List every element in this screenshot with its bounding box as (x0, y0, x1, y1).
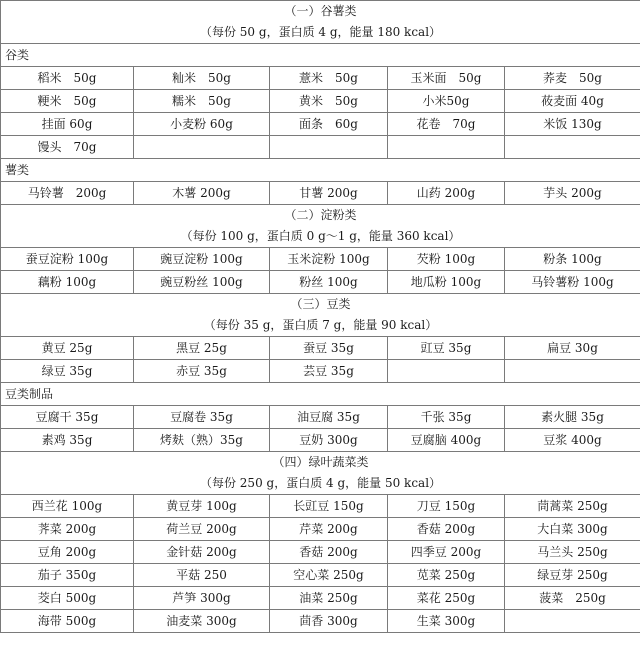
food-item-cell: 豇豆 35g (388, 337, 505, 360)
food-item-cell (388, 360, 505, 383)
subcategory-row (1, 159, 640, 182)
section-title: （二）淀粉类 (284, 208, 357, 222)
food-item-cell: 面条 60g (270, 113, 388, 136)
food-item-cell (505, 610, 640, 633)
food-item-cell: 黄豆芽 100g (134, 495, 270, 518)
food-item-cell: 赤豆 35g (134, 360, 270, 383)
food-item-cell: 菠菜 250g (505, 587, 640, 610)
food-item-cell: 粉条 100g (505, 248, 640, 271)
food-item-cell: 豆腐脑 400g (388, 429, 505, 452)
table-row (1, 564, 640, 587)
food-item-cell: 山药 200g (388, 182, 505, 205)
food-item-cell: 豆腐卷 35g (134, 406, 270, 429)
food-item-cell: 大白菜 300g (505, 518, 640, 541)
table-row (1, 518, 640, 541)
food-item-cell: 荷兰豆 200g (134, 518, 270, 541)
food-item-cell: 素火腿 35g (505, 406, 640, 429)
food-item-cell: 茼蒿菜 250g (505, 495, 640, 518)
food-item-cell: 粳米 50g (1, 90, 134, 113)
food-item-cell: 豌豆淀粉 100g (134, 248, 270, 271)
food-item-cell: 地瓜粉 100g (388, 271, 505, 294)
food-item-cell: 空心菜 250g (270, 564, 388, 587)
food-item-cell: 挂面 60g (1, 113, 134, 136)
food-item-cell: 扁豆 30g (505, 337, 640, 360)
subcategory-label: 豆类制品 (1, 383, 640, 406)
food-item-cell: 荞麦 50g (505, 67, 640, 90)
food-item-cell: 马铃薯 200g (1, 182, 134, 205)
section-header (1, 452, 640, 495)
section-header-row (1, 205, 640, 248)
food-item-cell: 薏米 50g (270, 67, 388, 90)
food-item-cell: 油麦菜 300g (134, 610, 270, 633)
food-item-cell: 绿豆芽 250g (505, 564, 640, 587)
table-row (1, 495, 640, 518)
food-item-cell: 苋菜 250g (388, 564, 505, 587)
food-item-cell: 玉米面 50g (388, 67, 505, 90)
food-item-cell: 油豆腐 35g (270, 406, 388, 429)
food-item-cell (388, 136, 505, 159)
food-item-cell: 芸豆 35g (270, 360, 388, 383)
food-item-cell: 糯米 50g (134, 90, 270, 113)
food-item-cell: 生菜 300g (388, 610, 505, 633)
table-row (1, 90, 640, 113)
table-body (1, 1, 640, 633)
food-item-cell: 豆浆 400g (505, 429, 640, 452)
section-header (1, 1, 640, 44)
food-item-cell: 花卷 70g (388, 113, 505, 136)
food-item-cell: 刀豆 150g (388, 495, 505, 518)
section-spec: （每份 250 g，蛋白质 4 g，能量 50 kcal） (199, 476, 442, 490)
section-spec: （每份 50 g，蛋白质 4 g，能量 180 kcal） (199, 25, 442, 39)
food-item-cell: 小麦粉 60g (134, 113, 270, 136)
food-item-cell: 香菇 200g (270, 541, 388, 564)
food-item-cell: 豆腐干 35g (1, 406, 134, 429)
section-header-row (1, 294, 640, 337)
section-header-row (1, 1, 640, 44)
subcategory-label: 薯类 (1, 159, 640, 182)
table-row (1, 182, 640, 205)
section-title: （三）豆类 (290, 297, 351, 311)
food-item-cell: 芦笋 300g (134, 587, 270, 610)
food-item-cell: 籼米 50g (134, 67, 270, 90)
section-title: （一）谷薯类 (284, 4, 357, 18)
food-item-cell (134, 136, 270, 159)
table-row (1, 271, 640, 294)
food-item-cell: 米饭 130g (505, 113, 640, 136)
food-item-cell: 豆奶 300g (270, 429, 388, 452)
food-item-cell: 黄米 50g (270, 90, 388, 113)
food-item-cell: 豆角 200g (1, 541, 134, 564)
table-row (1, 587, 640, 610)
food-item-cell (270, 136, 388, 159)
food-item-cell: 芹菜 200g (270, 518, 388, 541)
food-item-cell (505, 360, 640, 383)
food-item-cell: 金针菇 200g (134, 541, 270, 564)
food-item-cell: 茄子 350g (1, 564, 134, 587)
food-item-cell: 西兰花 100g (1, 495, 134, 518)
food-item-cell: 马铃薯粉 100g (505, 271, 640, 294)
food-item-cell: 小米50g (388, 90, 505, 113)
food-item-cell: 油菜 250g (270, 587, 388, 610)
food-item-cell: 长豇豆 150g (270, 495, 388, 518)
food-item-cell: 马兰头 250g (505, 541, 640, 564)
food-item-cell: 香菇 200g (388, 518, 505, 541)
section-spec: （每份 100 g，蛋白质 0 g～1 g，能量 360 kcal） (180, 229, 461, 243)
food-item-cell: 蚕豆 35g (270, 337, 388, 360)
food-item-cell: 粉丝 100g (270, 271, 388, 294)
food-item-cell: 烤麸（熟）35g (134, 429, 270, 452)
food-item-cell: 馒头 70g (1, 136, 134, 159)
table-row (1, 136, 640, 159)
food-item-cell: 芋头 200g (505, 182, 640, 205)
table-row (1, 248, 640, 271)
section-title: （四）绿叶蔬菜类 (272, 455, 369, 469)
food-item-cell: 荠菜 200g (1, 518, 134, 541)
section-header-row (1, 452, 640, 495)
table-row (1, 541, 640, 564)
food-item-cell: 千张 35g (388, 406, 505, 429)
food-item-cell: 四季豆 200g (388, 541, 505, 564)
table-row (1, 406, 640, 429)
food-item-cell: 蚕豆淀粉 100g (1, 248, 134, 271)
section-header (1, 205, 640, 248)
table-row (1, 360, 640, 383)
food-item-cell: 黑豆 25g (134, 337, 270, 360)
section-header (1, 294, 640, 337)
food-item-cell: 黄豆 25g (1, 337, 134, 360)
food-item-cell: 稻米 50g (1, 67, 134, 90)
food-item-cell: 平菇 250 (134, 564, 270, 587)
table-row (1, 67, 640, 90)
food-item-cell: 豌豆粉丝 100g (134, 271, 270, 294)
food-item-cell: 甘薯 200g (270, 182, 388, 205)
table-row (1, 429, 640, 452)
food-item-cell: 芡粉 100g (388, 248, 505, 271)
food-item-cell: 海带 500g (1, 610, 134, 633)
food-item-cell: 莜麦面 40g (505, 90, 640, 113)
food-item-cell: 菜花 250g (388, 587, 505, 610)
table-row (1, 113, 640, 136)
subcategory-label: 谷类 (1, 44, 640, 67)
food-item-cell: 素鸡 35g (1, 429, 134, 452)
subcategory-row (1, 383, 640, 406)
food-item-cell: 木薯 200g (134, 182, 270, 205)
food-item-cell (505, 136, 640, 159)
food-item-cell: 绿豆 35g (1, 360, 134, 383)
table-row (1, 610, 640, 633)
food-item-cell: 茴香 300g (270, 610, 388, 633)
section-spec: （每份 35 g，蛋白质 7 g，能量 90 kcal） (203, 318, 438, 332)
food-item-cell: 玉米淀粉 100g (270, 248, 388, 271)
food-item-cell: 藕粉 100g (1, 271, 134, 294)
food-item-cell: 茭白 500g (1, 587, 134, 610)
table-row (1, 337, 640, 360)
subcategory-row (1, 44, 640, 67)
